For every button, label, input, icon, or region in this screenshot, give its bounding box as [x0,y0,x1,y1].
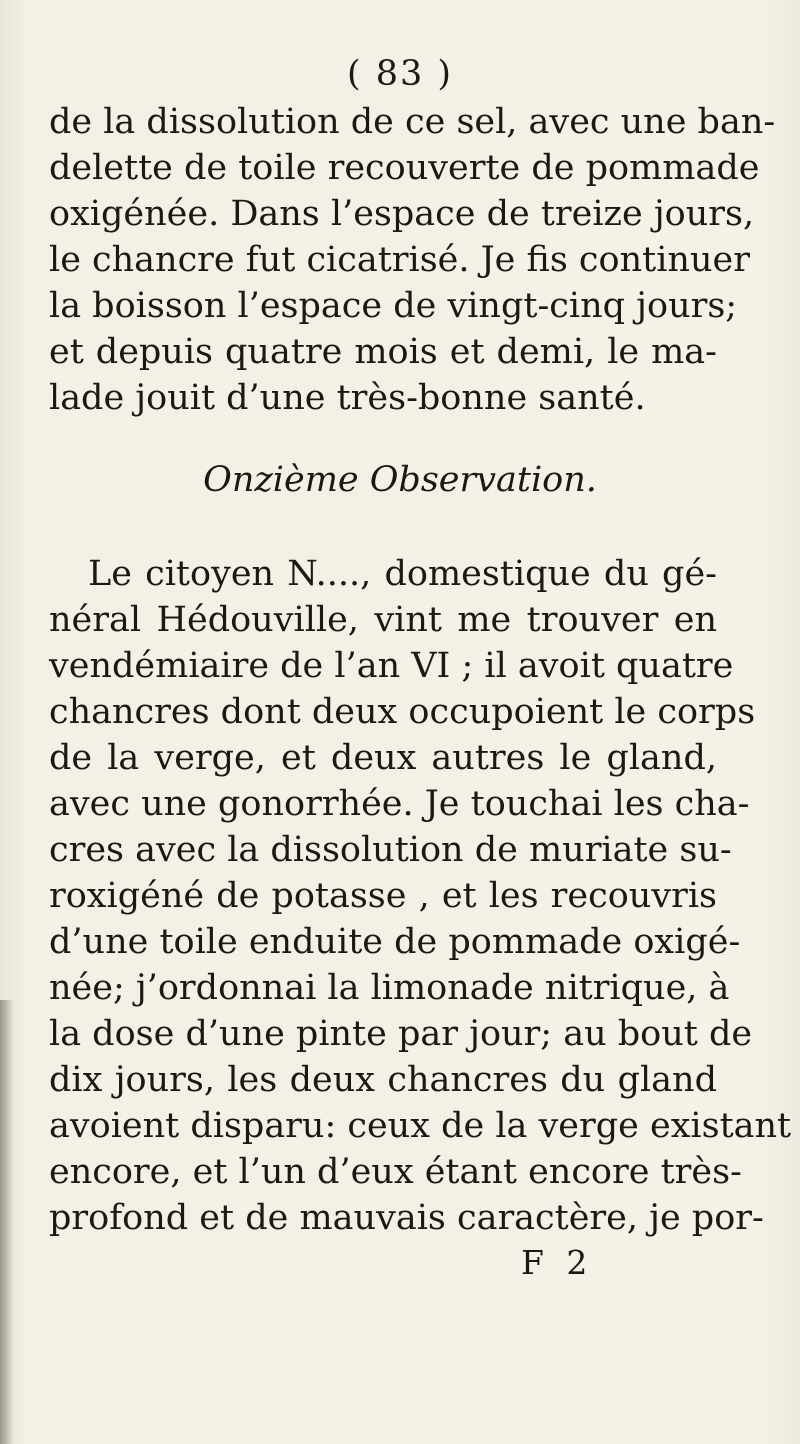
text-line: oxigénée. Dans l’espace de treize jours, [49,194,755,234]
text-line: dix jours, les deux chancres du gland [49,1060,717,1100]
text-line: née; j’ordonnai la limonade nitrique, à [49,968,730,1008]
text-line: le chancre fut cicatrisé. Je fis continuer [49,240,750,280]
page-shadow [0,1000,14,1444]
text-line: la dose d’une pinte par jour; au bout de [49,1014,753,1054]
text-line: vendémiaire de l’an VI ; il avoit quatre [49,646,734,686]
signature-mark: F 2 [521,1243,594,1282]
text-line: de la verge, et deux autres le gland, [49,738,717,778]
text-line: avoient disparu: ceux de la verge existant [49,1106,792,1146]
section-heading: Onzième Observation. [203,460,597,500]
text-line: encore, et l’un d’eux étant encore très- [49,1152,742,1192]
text-line: Le citoyen N...., domestique du gé- [88,554,717,594]
text-line: profond et de mauvais caractère, je por- [49,1198,764,1238]
text-line: et depuis quatre mois et demi, le ma- [49,332,717,372]
text-line: chancres dont deux occupoient le corps [49,692,756,732]
text-line: la boisson l’espace de vingt-cinq jours; [49,286,738,326]
text-line: cres avec la dissolution de muriate su- [49,830,732,870]
text-line: néral Hédouville, vint me trouver en [49,600,717,640]
text-line-last: lade jouit d’une très-bonne santé. [49,378,646,418]
text-line: roxigéné de potasse , et les recouvris [49,876,717,916]
page-number: ( 83 ) [346,54,454,94]
text-line: avec une gonorrhée. Je touchai les cha- [49,784,750,824]
text-line: d’une toile enduite de pommade oxigé- [49,922,741,962]
text-line: de la dissolution de ce sel, avec une ban- [49,102,776,142]
text-line: delette de toile recouverte de pommade [49,148,760,188]
